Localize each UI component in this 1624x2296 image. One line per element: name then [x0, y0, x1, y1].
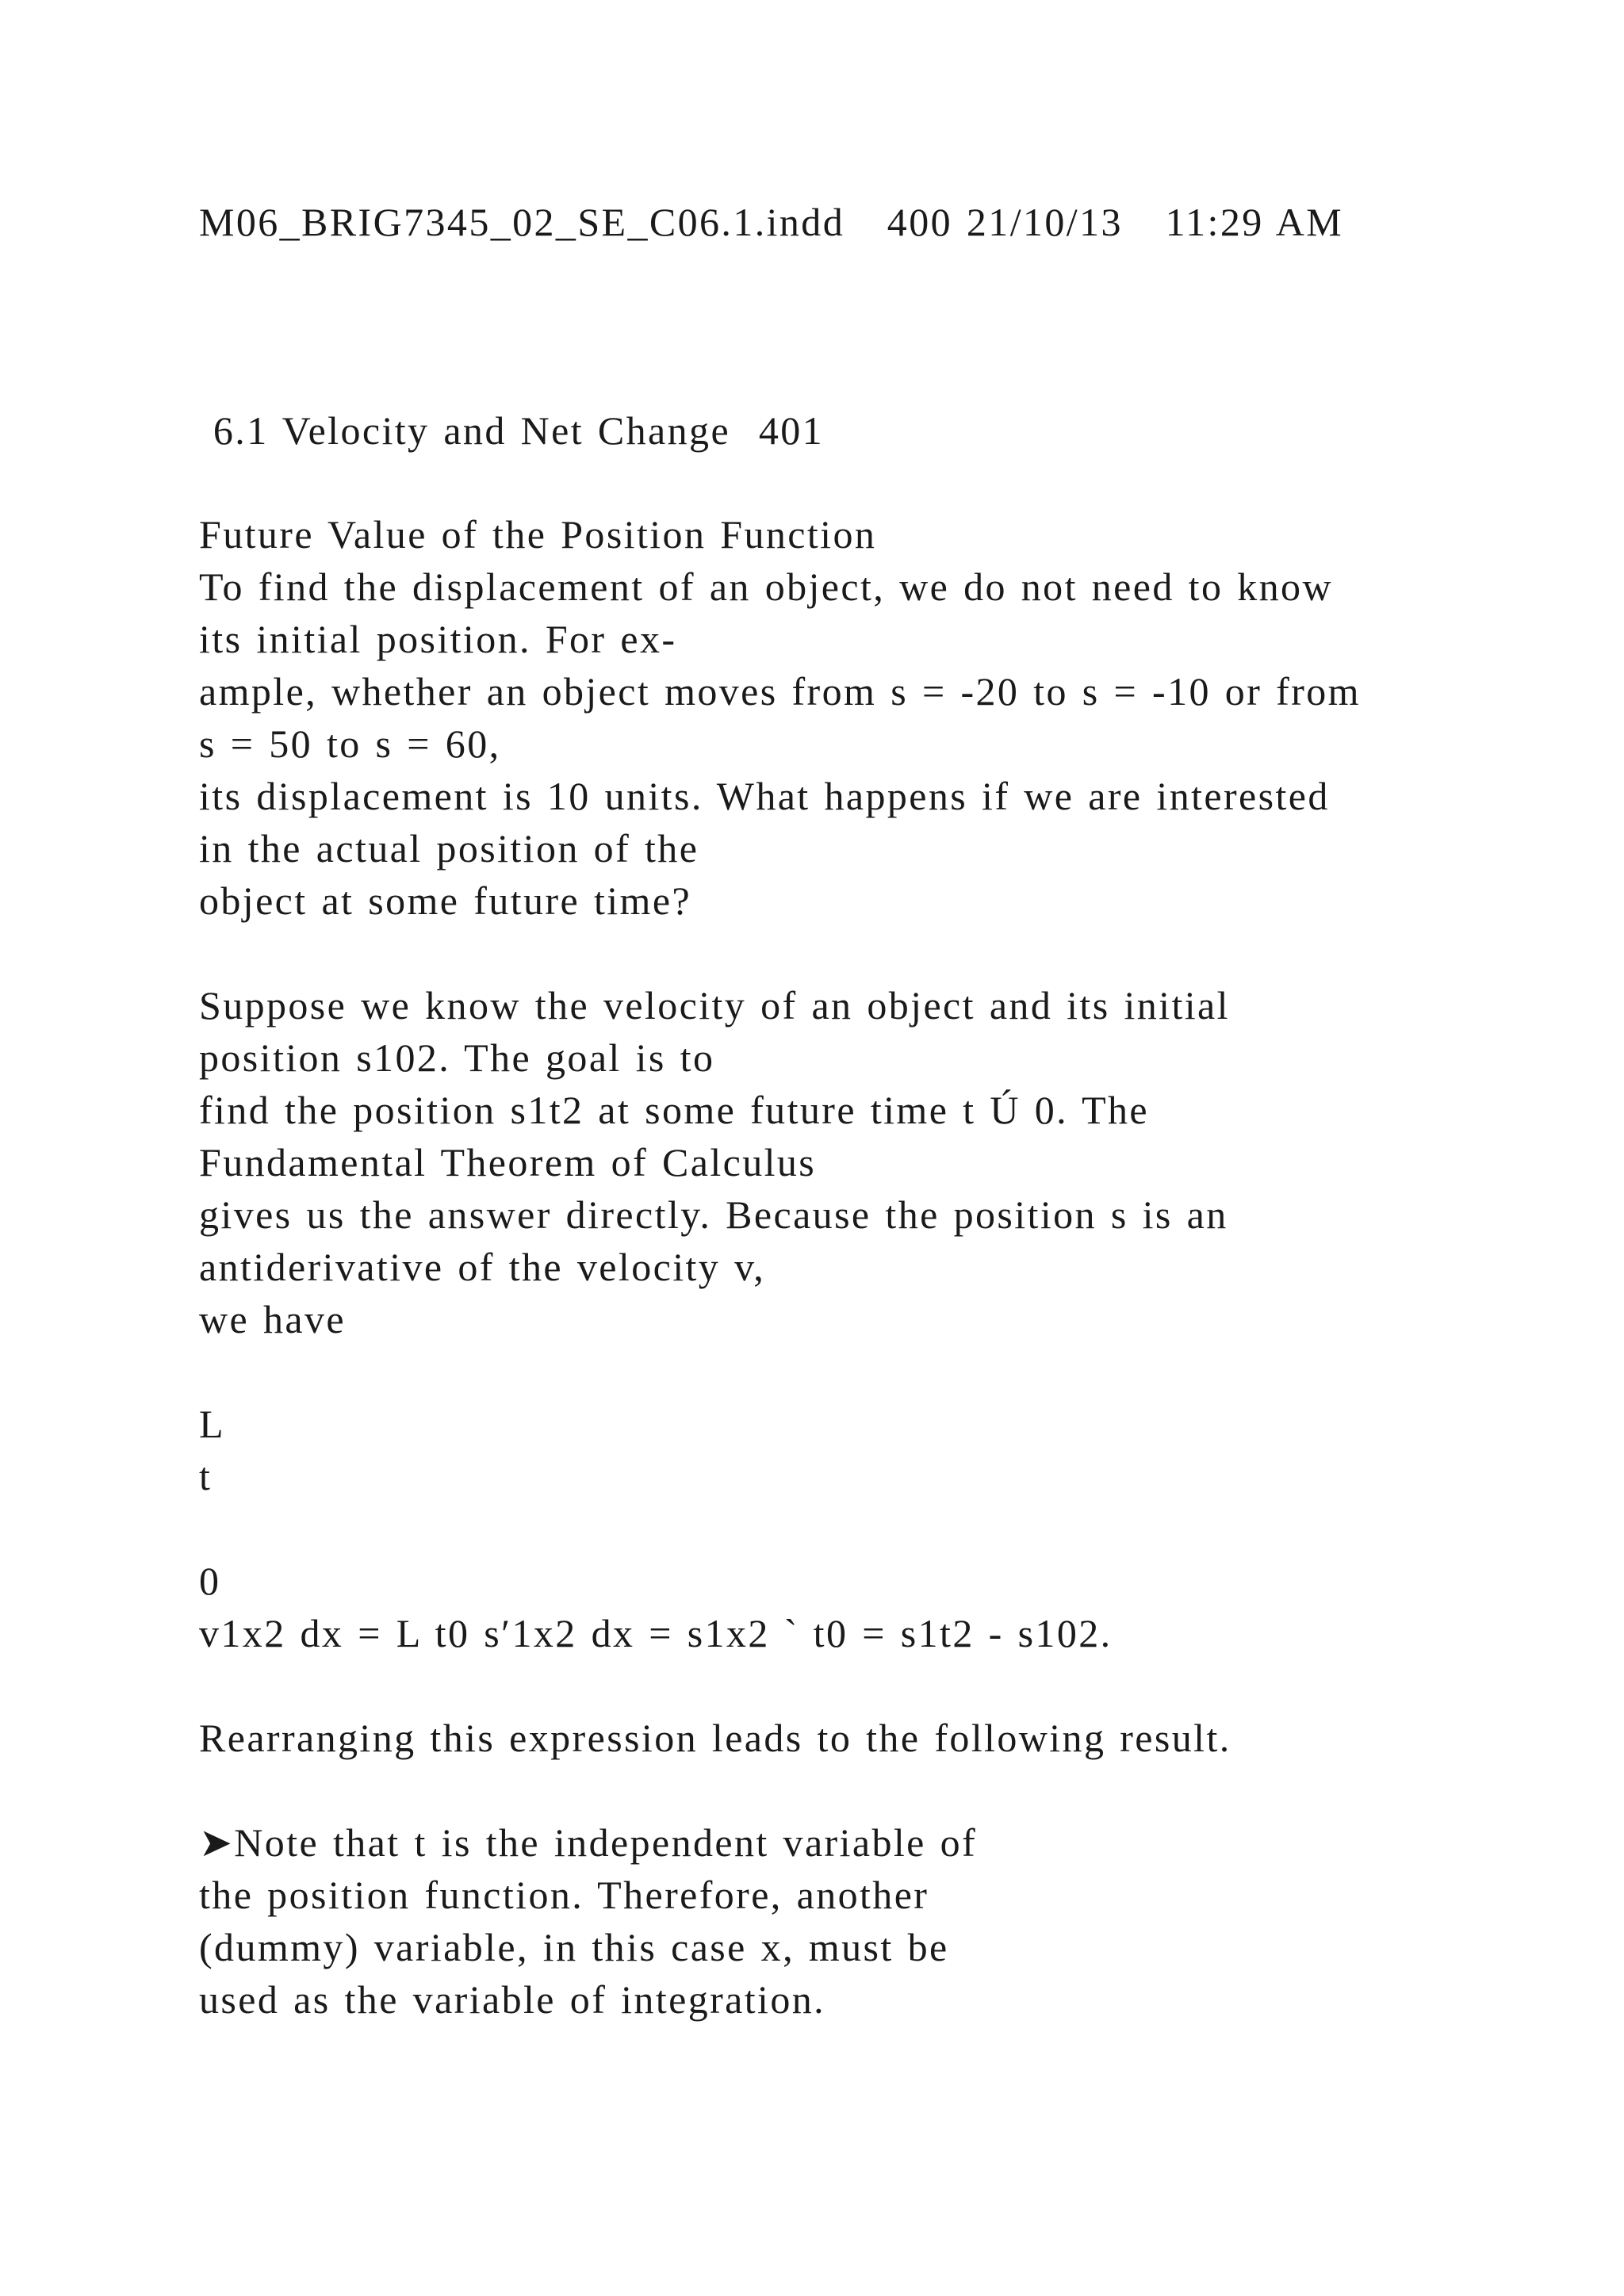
equation-expression: v1x2 dx = L t0 s′1x2 dx = s1x2 ` t0 = s1t2 - s102. [199, 1611, 1113, 1655]
section-title: Future Value of the Position Function [199, 512, 877, 557]
paragraph-line: we have [199, 1297, 346, 1341]
paragraph-line: s = 50 to s = 60, [199, 721, 501, 766]
integral-upper-limit: t [199, 1454, 213, 1498]
paragraph-line: To find the displacement of an object, we do not need to know [199, 564, 1333, 609]
paragraph-line: find the position s1t2 at some future time t Ú 0. The [199, 1088, 1150, 1132]
running-head: 6.1 Velocity and Net Change 401 [199, 408, 825, 453]
margin-note-line: ➤Note that t is the independent variable of [199, 1820, 978, 1865]
paragraph-line: Fundamental Theorem of Calculus [199, 1140, 817, 1184]
margin-note-line: used as the variable of integration. [199, 1977, 826, 2022]
paragraph-line: ample, whether an object moves from s = -20 to s = -10 or from [199, 669, 1361, 714]
paragraph-line: its displacement is 10 units. What happens if we are interested [199, 774, 1330, 818]
margin-note-line: (dummy) variable, in this case x, must be [199, 1925, 949, 1969]
paragraph-line: position s102. The goal is to [199, 1035, 715, 1080]
paragraph-line: object at some future time? [199, 878, 692, 923]
integral-symbol: L [199, 1402, 225, 1446]
file-info-header: M06_BRIG7345_02_SE_C06.1.indd 400 21/10/13 11:29 AM [199, 200, 1344, 244]
paragraph-line: its initial position. For ex- [199, 617, 677, 661]
paragraph-line: gives us the answer directly. Because the position s is an [199, 1192, 1228, 1237]
rearranging-sentence: Rearranging this expression leads to the following result. [199, 1716, 1231, 1760]
integral-lower-limit: 0 [199, 1559, 221, 1603]
paragraph-line: antiderivative of the velocity v, [199, 1245, 766, 1289]
paragraph-line: Suppose we know the velocity of an object and its initial [199, 983, 1230, 1027]
paragraph-line: in the actual position of the [199, 826, 699, 871]
margin-note-line: the position function. Therefore, another [199, 1873, 929, 1917]
